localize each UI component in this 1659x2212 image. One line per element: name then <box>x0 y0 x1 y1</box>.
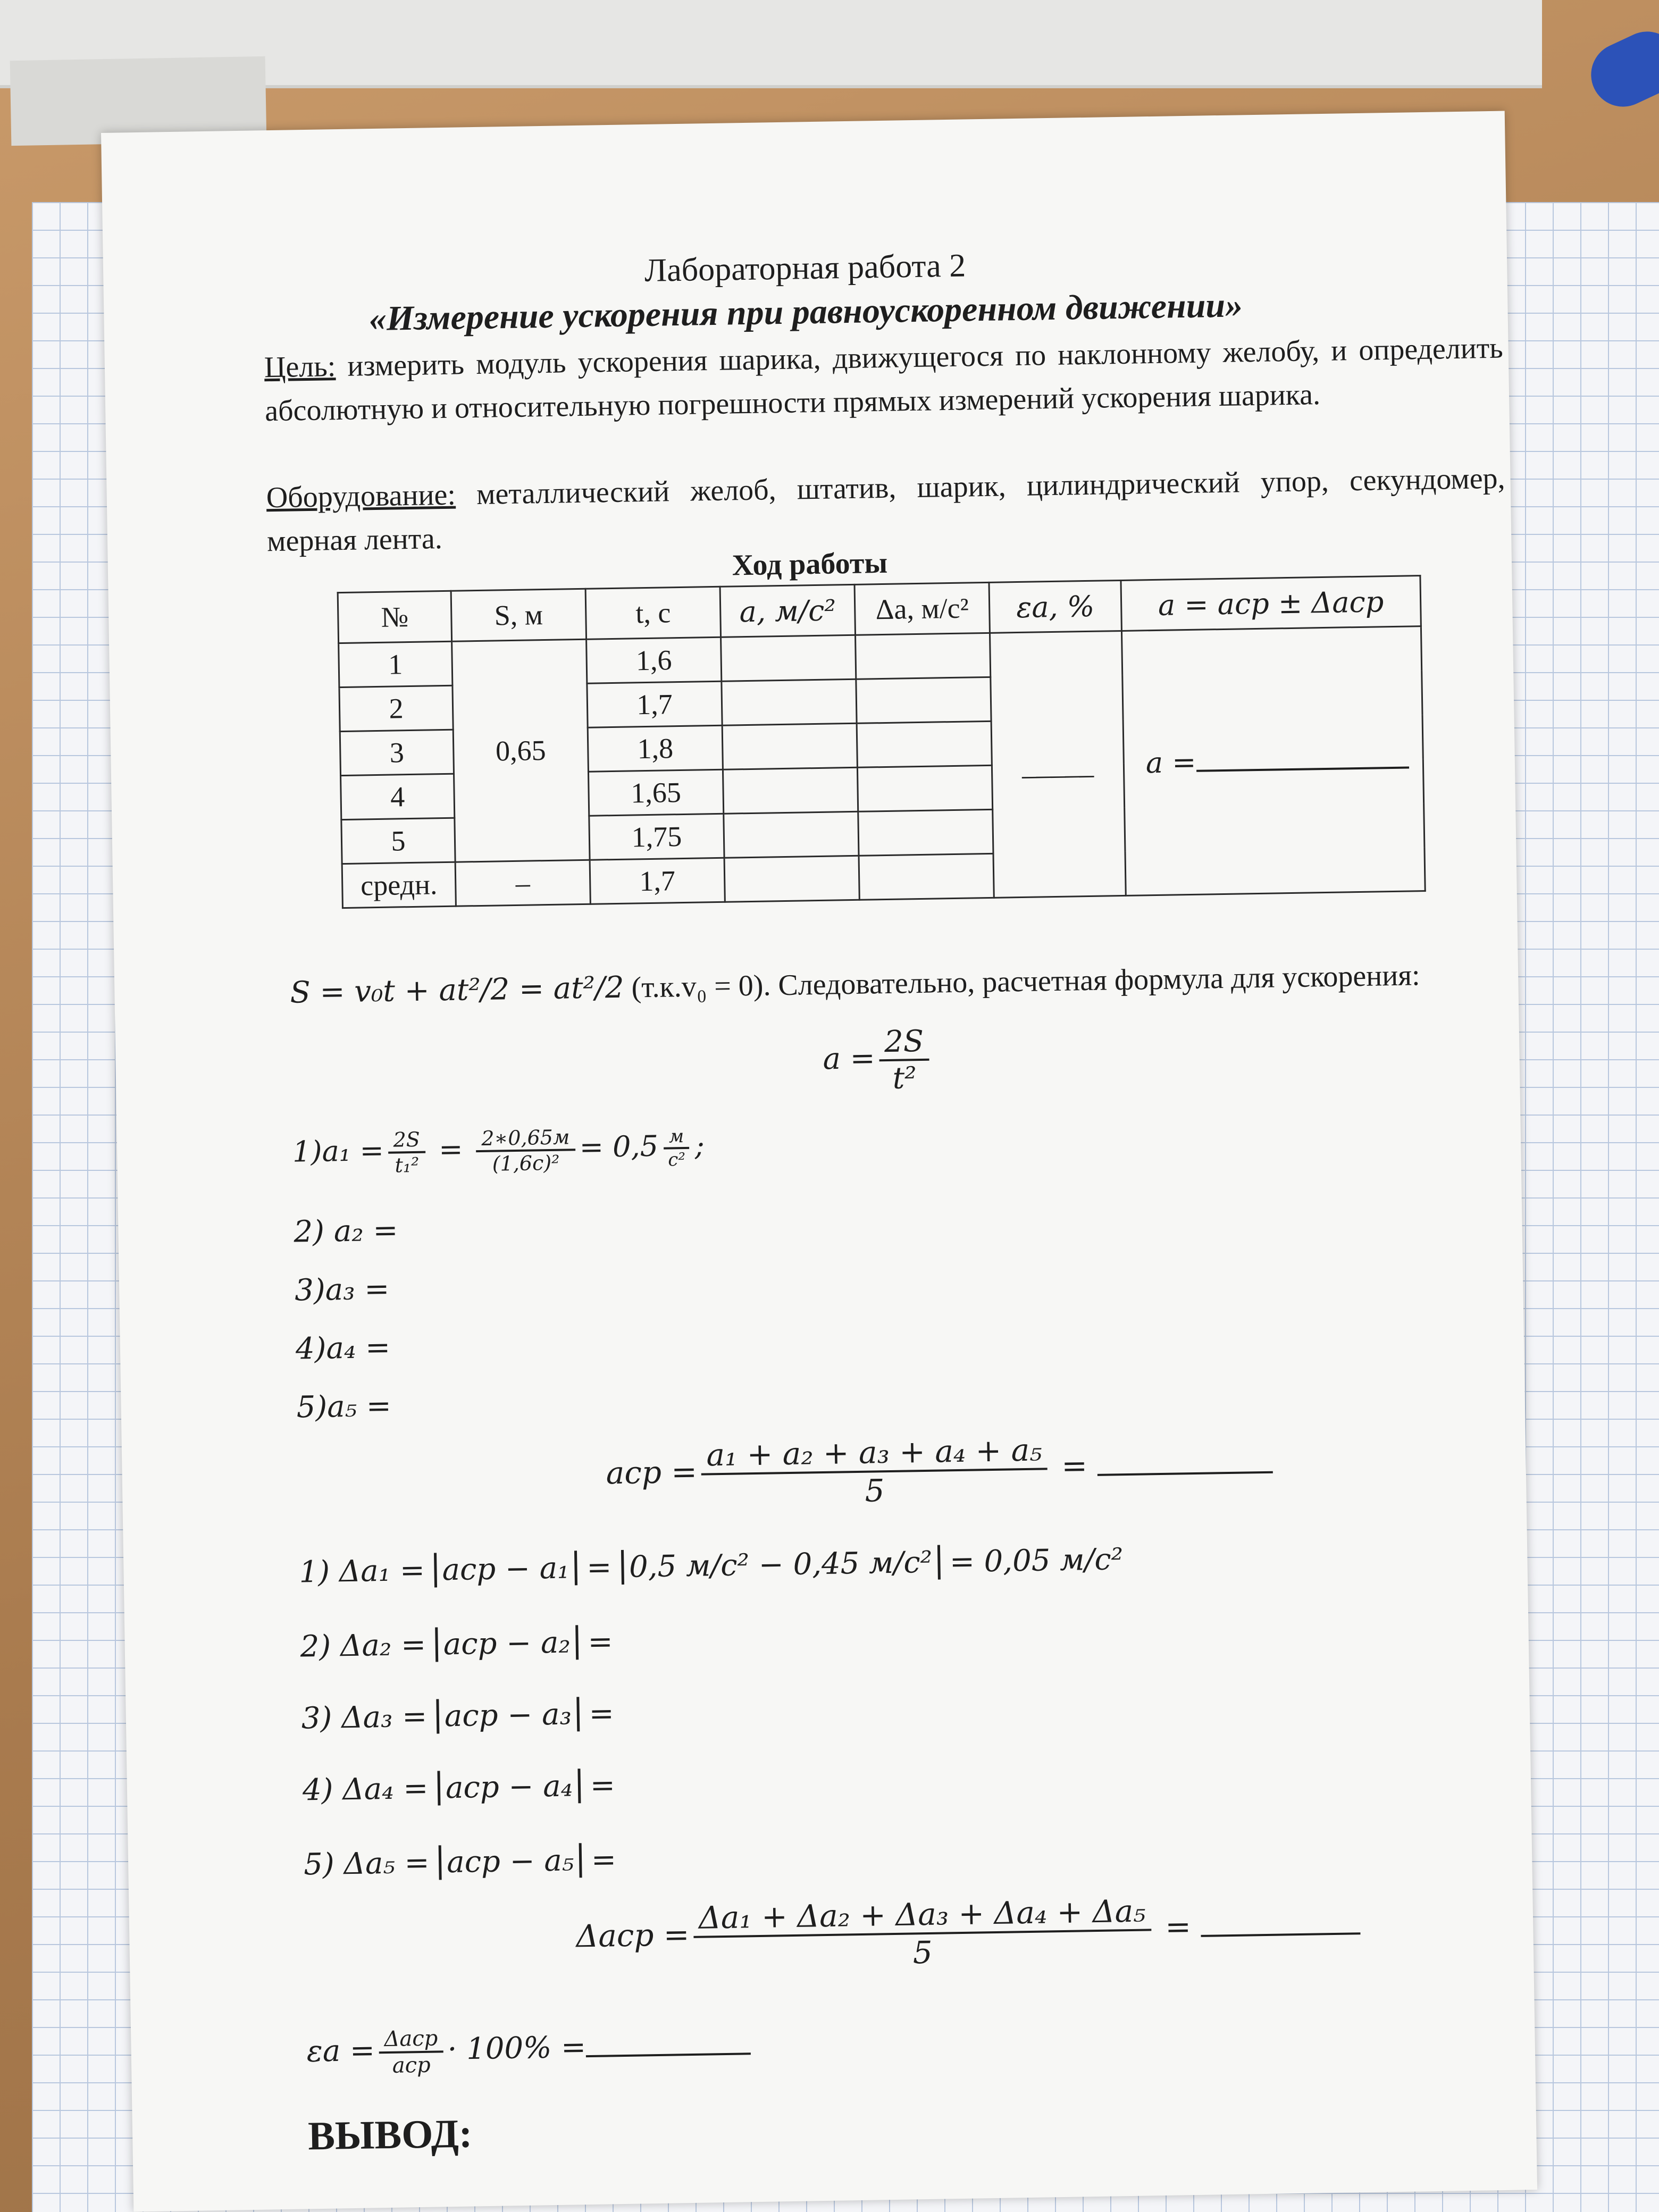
col-header-distance: S, м <box>451 589 586 641</box>
goal-label: Цель: <box>264 350 336 384</box>
equipment-text: металлический желоб, штатив, шарик, цилиндрический упор, секундомер, мерная лента. <box>266 462 1506 558</box>
col-header-acceleration: a, м/с² <box>720 584 855 637</box>
d4-abs: aср − a₄ <box>438 1769 581 1805</box>
col-header-number: № <box>338 591 451 643</box>
goal-paragraph <box>264 326 1504 433</box>
acceleration-cell[interactable] <box>722 723 857 769</box>
formula-numerator: 2S <box>879 1024 929 1061</box>
row-number: 4 <box>341 774 455 819</box>
row-number: 2 <box>339 685 453 731</box>
d3-abs: aср − a₃ <box>436 1697 580 1733</box>
calc-delta-a3: 3) Δa₃ = aср − a₃ = <box>301 1696 615 1736</box>
rel-error-cell[interactable]: _____ <box>990 631 1126 898</box>
time-value: 1,75 <box>589 814 724 860</box>
d1-label: 1) Δa₁ = <box>299 1553 425 1590</box>
result-cell[interactable] <box>1121 626 1425 896</box>
eps-denominator: aср <box>392 2052 431 2078</box>
davg-numerator: Δa₁ + Δa₂ + Δa₃ + Δa₄ + Δa₅ <box>693 1892 1151 1938</box>
kinematics-condition: (т.к.v₀ = 0). <box>631 969 771 1004</box>
average-distance: – <box>455 860 590 906</box>
davg-denominator: 5 <box>912 1934 933 1971</box>
davg-blank[interactable] <box>1201 1932 1361 1937</box>
calc-a1: 1)a₁ = $\frac{2S}{\text{t₁²}}$ = $\frac{2∗0,65м}{\text{(1,6с)²}}$ = 0,5 $\frac{м}{\text{с²}}$ ; <box>292 1125 705 1177</box>
worksheet-page <box>101 111 1537 2212</box>
d2-label: 2) Δa₂ = <box>300 1627 426 1664</box>
acceleration-cell[interactable] <box>724 811 859 858</box>
col-header-result: a = aср ± Δaср <box>1121 576 1421 631</box>
equipment-label: Оборудование: <box>266 478 456 515</box>
a1-label: 1)a₁ = <box>292 1133 384 1169</box>
row-number: 5 <box>341 818 455 864</box>
d5-label: 5) Δa₅ = <box>303 1845 430 1882</box>
results-table <box>337 575 1426 909</box>
kinematics-text: Следовательно, расчетная формула для ускорения: <box>777 959 1420 1002</box>
row-number: 3 <box>340 730 454 775</box>
a1-num2: 2∗0,65м <box>476 1125 575 1152</box>
table-caption: Ход работы <box>732 546 888 582</box>
eps-numerator: Δaср <box>379 2026 443 2054</box>
average-abs-error-cell[interactable] <box>859 853 994 900</box>
acceleration-formula <box>823 1024 934 1097</box>
a1-num: 2S <box>388 1128 425 1154</box>
acceleration-cell[interactable] <box>723 767 858 814</box>
average-label: средн. <box>342 862 456 908</box>
d3-label: 3) Δa₃ = <box>301 1699 428 1736</box>
kinematics-formula: S = v₀t + at²/2 = at²/2 <box>289 970 625 1010</box>
acceleration-cell[interactable] <box>722 679 857 725</box>
formula-denominator: t² <box>892 1061 917 1096</box>
acceleration-cell[interactable] <box>721 635 856 681</box>
abs-error-cell[interactable] <box>857 765 992 811</box>
abs-error-cell[interactable] <box>856 677 991 723</box>
time-value: 1,6 <box>586 637 722 683</box>
conclusion-heading: ВЫВОД: <box>307 2111 473 2159</box>
kinematics-line <box>290 958 1420 1010</box>
formula-lhs: a = <box>823 1041 876 1077</box>
calc-a3: 3)a₃ = <box>294 1271 390 1308</box>
calc-a2: 2) a₂ = <box>294 1213 398 1250</box>
result-label: a = <box>1145 745 1196 780</box>
d1-inner: 0,5 м/с² − 0,45 м/с² <box>621 1545 941 1585</box>
col-header-time: t, с <box>585 586 720 639</box>
relative-error-formula <box>306 2021 751 2079</box>
col-header-abs-error: Δa, м/с² <box>854 582 990 635</box>
a1-den2: (1,6с)² <box>492 1151 560 1176</box>
d4-label: 4) Δa₄ = <box>302 1771 429 1808</box>
calc-delta-a2: 2) Δa₂ = aср − a₂ = <box>300 1624 613 1664</box>
calc-delta-a4: 4) Δa₄ = aср − a₄ = <box>302 1768 616 1808</box>
avg-lhs: aср = <box>606 1453 698 1492</box>
eps-rhs: · 100% = <box>447 2030 586 2067</box>
eps-lhs: εa = <box>306 2033 375 2069</box>
average-delta-formula: Δaср = $\frac{\text{Δa₁ + Δa₂ + Δa₃ + Δa₄ + Δa₅}}{5}$ = <box>575 1889 1361 1976</box>
col-header-rel-error: εa, % <box>989 580 1121 633</box>
a1-unit-den: с² <box>668 1149 686 1171</box>
calc-a4: 4)a₄ = <box>295 1330 391 1367</box>
calc-delta-a5: 5) Δa₅ = aср − a₅ = <box>303 1842 617 1882</box>
d1-abs: aср − a₁ <box>434 1551 577 1587</box>
avg-numerator: a₁ + a₂ + a₃ + a₄ + a₅ <box>701 1431 1048 1475</box>
lab-title: Лабораторная работа 2 <box>644 247 966 289</box>
abs-error-cell[interactable] <box>856 633 991 679</box>
davg-lhs: Δaср = <box>575 1916 690 1955</box>
average-acceleration-cell[interactable] <box>724 856 859 902</box>
eps-blank[interactable] <box>586 2052 751 2057</box>
avg-blank[interactable] <box>1097 1471 1273 1476</box>
average-acceleration-formula: aср = $\frac{\text{a₁ + a₂ + a₃ + a₄ + a₅}}{5}$ = <box>606 1428 1273 1513</box>
d5-abs: aср − a₅ <box>439 1843 582 1880</box>
a1-result: = 0,5 <box>579 1129 659 1164</box>
result-blank[interactable] <box>1196 767 1409 772</box>
time-value: 1,65 <box>588 769 723 816</box>
goal-text: измерить модуль ускорения шарика, движущегося по наклонному желобу, и определить абсолютную и относительную погрешности прямых измерений ускорения шарика. <box>264 331 1504 428</box>
avg-denominator: 5 <box>865 1472 885 1509</box>
average-time: 1,7 <box>590 858 725 904</box>
calc-delta-a1: 1) Δa₁ = aср − a₁ = 0,5 м/с² − 0,45 м/с² = 0,05 м/с² <box>299 1542 1124 1590</box>
row-number: 1 <box>339 641 453 687</box>
calc-a5: 5)a₅ = <box>296 1388 392 1425</box>
time-value: 1,7 <box>587 681 722 727</box>
a1-unit-num: м <box>664 1126 690 1150</box>
abs-error-cell[interactable] <box>858 809 993 856</box>
d1-result: = 0,05 м/с² <box>949 1542 1124 1580</box>
lab-subtitle: «Измерение ускорения при равноускоренном движении» <box>368 286 1243 339</box>
abs-error-cell[interactable] <box>857 721 992 767</box>
distance-value: 0,65 <box>452 639 590 862</box>
a1-den: t₁² <box>395 1153 420 1177</box>
d2-abs: aср − a₂ <box>435 1625 579 1662</box>
time-value: 1,8 <box>588 725 723 772</box>
